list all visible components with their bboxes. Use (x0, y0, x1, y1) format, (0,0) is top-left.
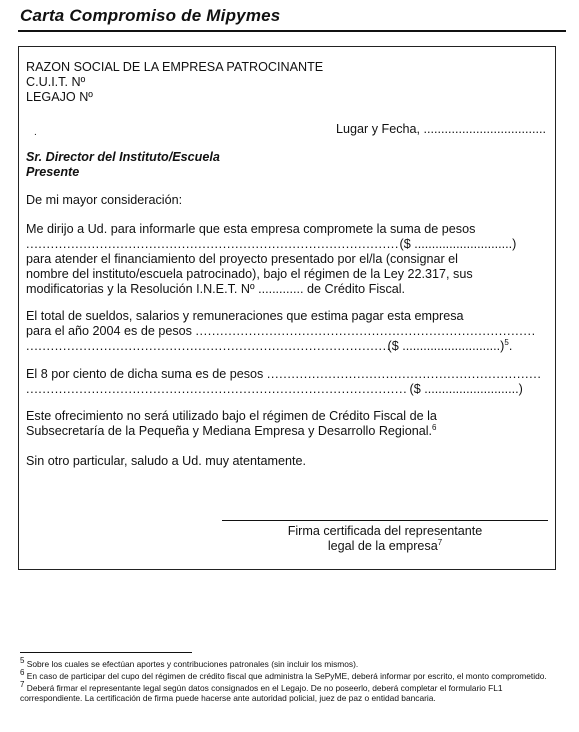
fill-dots: ................................................................... (266, 367, 542, 381)
paragraph-salaries (26, 309, 548, 354)
company-name-line: RAZON SOCIAL DE LA EMPRESA PATROCINANTE (26, 60, 324, 74)
paragraph-text: Subsecretaría de la Pequeña y Mediana Empresa y Desarrollo Regional. (26, 424, 433, 438)
amount-fill-line (26, 382, 548, 397)
fill-dots: ......................................................................................... (26, 339, 391, 353)
amount-field: ($ ............................) (399, 237, 517, 251)
fill-dots: ................................................................................... (195, 324, 536, 338)
paragraph-percent (26, 367, 548, 397)
paragraph-line: para atender el financiamiento del proyecto presentado por el/la (consignar el (26, 252, 458, 266)
footnote (20, 680, 560, 703)
signature-caption (222, 524, 548, 554)
footnote-text: En caso de participar del cupo del régimen de crédito fiscal que administra la SePyME, deberá informar por escrito, el monto comprometido. (26, 671, 547, 681)
amount-field: ($ ............................) (387, 339, 505, 353)
legajo-line: LEGAJO Nº (26, 90, 93, 104)
signature-label: Firma certificada del representante (287, 524, 483, 538)
footnote-rule (20, 652, 192, 653)
footnote-number: 7 (20, 680, 25, 690)
greeting: De mi mayor consideración: (26, 193, 183, 207)
paragraph-line: Este ofrecimiento no será utilizado bajo el régimen de Crédito Fiscal de la (26, 409, 437, 423)
page-title: Carta Compromiso de Mipymes (20, 6, 281, 25)
paragraph-offer (26, 409, 548, 439)
place-date-line: Lugar y Fecha, ................................... (336, 122, 546, 136)
period: . (508, 339, 513, 353)
amount-fill-line (26, 367, 548, 382)
paragraph-text: El 8 por ciento de dicha suma es de pesos (26, 367, 264, 381)
paragraph-line: nombre del instituto/escuela patrocinado), bajo el régimen de la Ley 22.317, sus (26, 267, 473, 281)
footnote-ref: 6 (432, 422, 437, 432)
amount-fill-line (26, 339, 548, 354)
paragraph-line: Me dirijo a Ud. para informarle que esta empresa compromete la suma de pesos (26, 222, 476, 236)
footnote (20, 668, 560, 681)
footnote (20, 656, 560, 669)
footnote-ref: 5 (504, 337, 509, 347)
stamp-mark: . (34, 127, 37, 138)
signature-line (222, 520, 548, 521)
footnotes (20, 656, 560, 705)
amount-field: ($ ...........................) (409, 382, 523, 396)
paragraph-text: para el año 2004 es de pesos (26, 324, 192, 338)
footnote-text: Deberá firmar el representante legal según datos consignados en el Legajo. De no poseerlo, deberá completar el formulario FL1 correspondiente. La certificación de firma puede hacerse ante autoridad policial, juez de paz o entidad bancaria. (20, 683, 503, 703)
amount-fill-line (26, 324, 548, 339)
signature-label (222, 539, 548, 554)
paragraph-commitment (26, 222, 548, 297)
amount-fill-line (26, 237, 548, 252)
signature-text: legal de la empresa (327, 539, 438, 553)
footnote-number: 5 (20, 656, 25, 666)
addressee-line: Sr. Director del Instituto/Escuela (26, 150, 220, 164)
cuit-line: C.U.I.T. Nº (26, 75, 86, 89)
title-rule (18, 30, 566, 32)
fill-dots: ............................................................................................. (26, 382, 408, 396)
paragraph-line: El total de sueldos, salarios y remuneraciones que estima pagar esta empresa (26, 309, 464, 323)
paragraph-line: modificatorias y la Resolución I.N.E.T. Nº ............. de Crédito Fiscal. (26, 282, 406, 296)
footnote-number: 6 (20, 668, 25, 678)
footnote-text: Sobre los cuales se efectúan aportes y contribuciones patronales (sin incluir los mismos). (26, 659, 359, 669)
addressee-presente: Presente (26, 165, 80, 179)
paragraph-line (26, 424, 548, 439)
footnote-ref: 7 (437, 537, 443, 547)
closing: Sin otro particular, saludo a Ud. muy atentamente. (26, 454, 307, 468)
fill-dots: ........................................................................................... (26, 237, 400, 251)
